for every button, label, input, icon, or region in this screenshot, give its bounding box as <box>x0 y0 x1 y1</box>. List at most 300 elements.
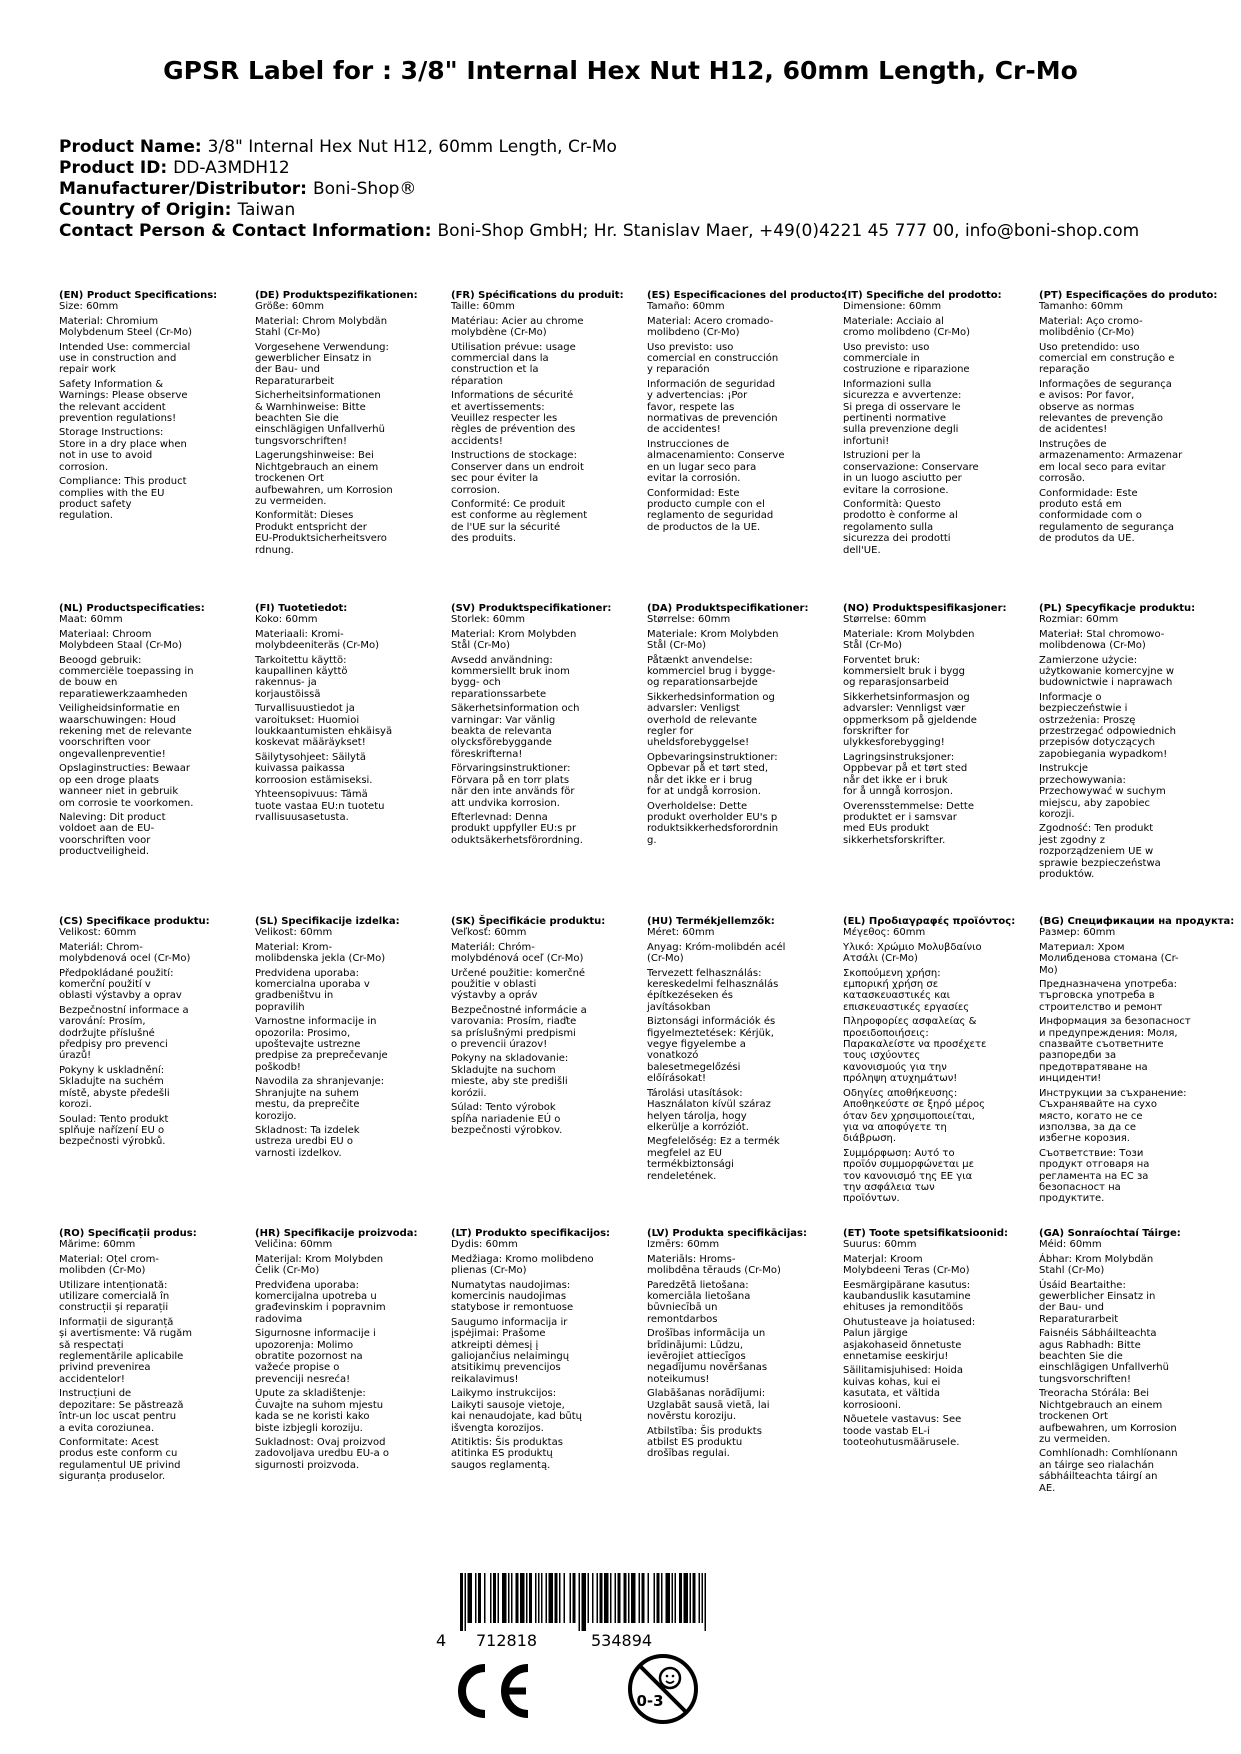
spec-text-line: Méid: 60mm <box>1039 1239 1102 1251</box>
spec-text-line: gewerblicher Einsatz in <box>255 353 372 365</box>
spec-entry <box>451 1437 623 1471</box>
spec-text-line: korrosiooni. <box>843 1399 902 1411</box>
spec-text-line: Suurus: 60mm <box>843 1239 917 1251</box>
spec-text-line: για να αποφύγετε τη <box>843 1121 947 1133</box>
spec-text-line: Si prega di osservare le <box>843 401 961 413</box>
spec-entry <box>647 379 819 436</box>
language-spec-heading: (FI) Tuotetiedot: <box>255 603 348 614</box>
spec-text-line: komercialna uporaba v <box>255 979 370 991</box>
spec-text-line: de acidentes! <box>1039 424 1108 436</box>
spec-text-line: wanneer niet in gebruik <box>59 786 179 798</box>
spec-text-line: atsitikimų prevencijos <box>451 1362 561 1374</box>
spec-text-line: Sikkerhetsinformasjon og <box>843 691 970 703</box>
spec-text-line: Material: Oțel crom- <box>59 1253 159 1265</box>
spec-text-line: Συμμόρφωση: Αυτό το <box>843 1147 955 1159</box>
spec-text-line: ulykkesforebygging! <box>843 737 945 749</box>
spec-text-line: προϊόν συμμορφώνεται με <box>843 1159 974 1171</box>
spec-text-line: roduktsikkerhedsforordnin <box>647 823 779 835</box>
spec-text-line: rekening met de relevante <box>59 726 192 738</box>
spec-text-line: rozporządzeniem UE w <box>1039 846 1154 858</box>
spec-text-line: einschlägigen Unfallverhü <box>1039 1362 1169 1374</box>
spec-text-line: armazenamento: Armazenar <box>1039 450 1183 462</box>
spec-text-line: en un lugar seco para <box>647 461 757 473</box>
spec-text-line: oduktsäkerhetsförordning. <box>451 834 583 846</box>
spec-text-line: Bezpečnostné informácie a <box>451 1004 587 1016</box>
spec-text-line: reparatiewerkzaamheden <box>59 688 188 700</box>
spec-entry <box>843 1280 1015 1314</box>
spec-text-line: Zamierzone użycie: <box>1039 654 1138 666</box>
spec-text-line: atkreipti dėmesį į <box>451 1339 539 1351</box>
spec-text-line: og reparationsarbejde <box>647 677 758 689</box>
spec-text-line: oblasti výstavby a oprav <box>59 990 182 1002</box>
spec-text-line: Maat: 60mm <box>59 614 123 626</box>
barcode-bar <box>498 1573 500 1623</box>
spec-text-line: beakta de relevanta <box>451 726 552 738</box>
spec-text-line: спазвайте съответните <box>1039 1039 1164 1051</box>
spec-text-line: Biztonsági információk és <box>647 1016 776 1028</box>
spec-text-line: radovima <box>255 1313 303 1325</box>
spec-text-line: Vorgesehene Verwendung: <box>255 341 389 353</box>
spec-entry <box>255 1437 427 1471</box>
spec-entry <box>59 614 231 625</box>
spec-text-line: Čuvajte na suhom mjestu <box>255 1399 384 1411</box>
spec-text-line: Atitiktis: Šis produktas <box>451 1436 563 1448</box>
spec-text-line: novērstu koroziju. <box>647 1411 737 1423</box>
spec-entry <box>1039 823 1211 880</box>
spec-text-line: Uso pretendido: uso <box>1039 341 1140 353</box>
spec-entry <box>843 1239 1015 1250</box>
spec-text-line: forskrifter for <box>843 726 910 738</box>
spec-text-line: Pokyny k uskladnění: <box>59 1064 165 1076</box>
spec-text-line: Molybdeen Staal (Cr-Mo) <box>59 640 183 652</box>
spec-text-line: строителство и ремонт <box>1039 1001 1163 1013</box>
spec-entry <box>647 1016 819 1084</box>
spec-entry <box>59 763 231 809</box>
spec-entry <box>451 614 623 625</box>
spec-text-line: Sukladnost: Ovaj proizvod <box>255 1436 386 1448</box>
spec-entry <box>255 942 427 965</box>
spec-text-line: siguranța produselor. <box>59 1471 166 1483</box>
spec-text-line: règles de prévention des <box>451 424 576 436</box>
spec-text-line: Информация за безопасност <box>1039 1016 1191 1028</box>
spec-text-line: предотвратяване на <box>1039 1061 1148 1073</box>
spec-text-line: Инструкции за съхранение: <box>1039 1087 1187 1099</box>
spec-text-line: Tarkoitettu käyttö: <box>255 654 347 666</box>
spec-text-line: korozji. <box>1039 808 1075 820</box>
spec-text-line: commerciale in <box>843 353 920 365</box>
spec-text-line: Laikymo instrukcijos: <box>451 1388 557 1400</box>
spec-entry <box>647 1254 819 1277</box>
spec-text-line: Předpokládané použití: <box>59 967 174 979</box>
spec-text-line: τον κανονισμό της ΕΕ για <box>843 1170 973 1182</box>
spec-text-line: Instrucciones de <box>647 438 730 450</box>
spec-text-line: Utilisation prévue: usage <box>451 341 576 353</box>
spec-text-line: costruzione e riparazione <box>843 364 970 376</box>
spec-entry <box>59 342 231 376</box>
spec-text-line: Veuillez respecter les <box>451 413 558 425</box>
spec-text-line: kada se ne koristi kako <box>255 1411 370 1423</box>
language-spec-heading: (NO) Produktspesifikasjoner: <box>843 603 1007 614</box>
spec-text-line: construcții și reparații <box>59 1302 169 1314</box>
spec-text-line: przestrzegać odpowiednich <box>1039 726 1176 738</box>
barcode-bar <box>535 1573 537 1623</box>
spec-text-line: in un luogo asciutto per <box>843 473 962 485</box>
spec-text-line: Tamanho: 60mm <box>1039 301 1123 313</box>
spec-text-line: balesetmegelőzési <box>647 1061 741 1073</box>
spec-text-line: Medžiaga: Kromo molibdeno <box>451 1253 594 1265</box>
spec-entry <box>255 968 427 1014</box>
barcode-bar <box>661 1573 663 1623</box>
spec-text-line: tungsvorschriften! <box>255 435 348 447</box>
language-spec-heading: (CS) Specifikace produktu: <box>59 916 210 927</box>
spec-entry <box>451 1102 623 1136</box>
spec-text-line: uheldsforebyggelse! <box>647 737 750 749</box>
spec-text-line: să respectați <box>59 1339 124 1351</box>
spec-entry <box>647 614 819 625</box>
spec-text-line: og reparasjonsarbeid <box>843 677 949 689</box>
spec-text-line: zapobiegania wypadkom! <box>1039 748 1168 760</box>
spec-text-line: Οδηγίες αποθήκευσης: <box>843 1087 958 1099</box>
spec-text-line: når det ikke er i bruk <box>843 774 948 786</box>
spec-text-line: Efterlevnad: Denna <box>451 811 548 823</box>
spec-text-line: Laikyti sausoje vietoje, <box>451 1399 565 1411</box>
barcode-bar <box>628 1573 630 1623</box>
spec-entry <box>843 801 1015 847</box>
spec-text-line: Material: Chromium <box>59 315 159 327</box>
barcode-bar <box>502 1573 507 1623</box>
spec-text-line: Opbevar på et tørt sted, <box>647 763 769 775</box>
spec-text-line: Sicherheitsinformationen <box>255 390 381 402</box>
spec-text-line: mestu, da preprečite <box>255 1099 360 1111</box>
spec-text-line: Αποθηκεύστε σε ξηρό μέρος <box>843 1099 986 1111</box>
spec-text-line: an táirge seo rialachán <box>1039 1459 1154 1471</box>
spec-text-line: corrosão. <box>1039 473 1086 485</box>
spec-text-line: tuote vastaa EU:n tuotetu <box>255 800 385 812</box>
spec-text-line: Σκοπούμενη χρήση: <box>843 967 941 979</box>
spec-text-line: Uso previsto: uso <box>647 341 734 353</box>
spec-entry <box>451 1280 623 1314</box>
spec-text-line: Istruzioni per la <box>843 450 921 462</box>
spec-entry <box>843 499 1015 556</box>
spec-text-line: sigurnosti proizvoda. <box>255 1459 360 1471</box>
spec-text-line: Overholdelse: Dette <box>647 800 748 812</box>
language-spec-heading: (ET) Toote spetsifikatsioonid: <box>843 1228 1009 1239</box>
spec-text-line: trockenen Ort <box>255 473 324 485</box>
spec-entry <box>843 752 1015 798</box>
spec-entry <box>843 316 1015 339</box>
spec-entry <box>1039 379 1211 436</box>
barcode-bar <box>541 1573 543 1623</box>
spec-entry <box>843 655 1015 689</box>
spec-text-line: și avertismente: Vă rugăm <box>59 1328 193 1340</box>
spec-text-line: molibdenska jekla (Cr-Mo) <box>255 953 386 965</box>
spec-text-line: de productos de la UE. <box>647 521 761 533</box>
spec-text-line: o prevencii úrazov! <box>451 1039 548 1051</box>
spec-text-line: op een droge plaats <box>59 774 160 786</box>
spec-text-line: ennetamise eeskirju! <box>843 1351 949 1363</box>
spec-text-line: budownictwie i naprawach <box>1039 677 1173 689</box>
spec-text-line: mieste, aby ste predišli <box>451 1076 568 1088</box>
spec-text-line: komerciāla lietošana <box>647 1291 751 1303</box>
spec-text-line: Mărime: 60mm <box>59 1239 136 1251</box>
spec-text-line: bezpieczeństwie i <box>1039 703 1128 715</box>
spec-text-line: vonatkozó <box>647 1050 699 1062</box>
language-spec-heading: (LT) Produkto specifikacijos: <box>451 1228 611 1239</box>
spec-entry <box>843 927 1015 938</box>
spec-text-line: Dydis: 60mm <box>451 1239 518 1251</box>
barcode-bar <box>465 1573 467 1631</box>
spec-text-line: Treoracha Stórála: Bei <box>1039 1388 1150 1400</box>
language-spec-column <box>451 290 623 548</box>
spec-entry <box>59 1437 231 1483</box>
spec-text-line: molibdênio (Cr-Mo) <box>1039 327 1135 339</box>
language-spec-column <box>843 290 1015 559</box>
spec-text-line: miejscu, aby zapobiec <box>1039 797 1151 809</box>
spec-text-line: molibdenowa (Cr-Mo) <box>1039 640 1146 652</box>
spec-text-line: Yhteensopivuus: Tämä <box>255 789 368 801</box>
spec-text-line: Méret: 60mm <box>647 927 715 939</box>
spec-text-line: Lagerungshinweise: Bei <box>255 450 374 462</box>
spec-text-line: advarsler: Venligst <box>647 703 740 715</box>
spec-text-line: produto está em <box>1039 498 1122 510</box>
spec-text-line: Čelik (Cr-Mo) <box>255 1265 320 1277</box>
spec-entry <box>647 1136 819 1182</box>
spec-text-line: brīdinājumi: Lūdzu, <box>647 1339 744 1351</box>
spec-text-line: и предупреждения: Моля, <box>1039 1027 1178 1039</box>
spec-text-line: Opslaginstructies: Bewaar <box>59 763 191 775</box>
spec-text-line: място, когато не се <box>1039 1110 1143 1122</box>
spec-entry <box>647 629 819 652</box>
language-spec-column <box>59 290 231 525</box>
spec-entry <box>255 1239 427 1250</box>
spec-text-line: Drošības informācija un <box>647 1328 766 1340</box>
spec-entry <box>1039 763 1211 820</box>
spec-text-line: Megfelelőség: Ez a termék <box>647 1136 780 1148</box>
spec-text-line: Storage Instructions: <box>59 427 164 439</box>
spec-entry <box>451 450 623 496</box>
barcode-bar <box>511 1573 513 1623</box>
language-spec-column <box>1039 1228 1211 1497</box>
spec-text-line: pertinenti normative <box>843 413 947 425</box>
spec-text-line: προϊόντων. <box>843 1193 900 1205</box>
spec-text-line: de l'UE sur la sécurité <box>451 521 561 533</box>
spec-entry <box>255 450 427 507</box>
spec-entry <box>647 301 819 312</box>
barcode-group-2: 534894 <box>591 1631 653 1650</box>
spec-text-line: Mo) <box>1039 964 1058 976</box>
spec-text-line: Molybdeeni Teras (Cr-Mo) <box>843 1265 970 1277</box>
spec-text-line: Navodila za shranjevanje: <box>255 1076 385 1088</box>
spec-text-line: de produtos da UE. <box>1039 533 1135 545</box>
spec-entry <box>255 301 427 312</box>
spec-text-line: noteikumus! <box>647 1373 710 1385</box>
spec-entry <box>59 1254 231 1277</box>
spec-text-line: korroosion estämiseksi. <box>255 774 373 786</box>
spec-entry <box>255 316 427 339</box>
language-spec-heading: (FR) Spécifications du produit: <box>451 290 624 301</box>
spec-text-line: Storlek: 60mm <box>451 614 525 626</box>
spec-text-line: Material: Acero cromado- <box>647 315 774 327</box>
language-spec-column <box>843 603 1015 849</box>
spec-entry <box>843 629 1015 652</box>
spec-text-line: Soulad: Tento produkt <box>59 1113 169 1125</box>
spec-text-line: Materiál: Chróm- <box>451 941 535 953</box>
page-title: GPSR Label for : 3/8" Internal Hex Nut H12, 60mm Length, Cr-Mo <box>163 56 1078 85</box>
spec-text-line: use in construction and <box>59 353 177 365</box>
spec-text-line: Turvallisuustiedot ja <box>255 703 355 715</box>
spec-entry <box>1039 439 1211 485</box>
spec-text-line: y advertencias: ¡Por <box>647 390 748 402</box>
spec-text-line: Compliance: This product <box>59 476 187 488</box>
barcode-bar <box>597 1573 599 1623</box>
spec-text-line: Materiale: Acciaio al <box>843 315 944 327</box>
spec-text-line: într-un loc uscat pentru <box>59 1411 177 1423</box>
spec-text-line: Használaton kívül száraz <box>647 1099 771 1111</box>
spec-text-line: molybdénová oceľ (Cr-Mo) <box>451 953 584 965</box>
spec-text-line: Predvidena uporaba: <box>255 967 359 979</box>
spec-text-line: waarschuwingen: Houd <box>59 714 176 726</box>
spec-text-line: Materiāls: Hroms- <box>647 1253 736 1265</box>
spec-text-line: Størrelse: 60mm <box>647 614 731 626</box>
spec-text-line: Informações de segurança <box>1039 378 1172 390</box>
barcode-bar <box>699 1573 701 1623</box>
language-spec-column <box>647 603 819 849</box>
spec-text-line: predpise za preprečevanje <box>255 1050 388 1062</box>
language-spec-heading: (BG) Спецификации на продукта: <box>1039 916 1235 927</box>
spec-entry <box>451 655 623 701</box>
barcode-lead-digit: 4 <box>436 1631 447 1650</box>
spec-text-line: koskevat määräykset! <box>255 737 366 749</box>
spec-text-line: Materijal: Krom Molybden <box>255 1253 384 1265</box>
spec-entry <box>647 968 819 1014</box>
spec-entry <box>1039 1328 1211 1385</box>
spec-text-line: med EUs produkt <box>843 823 930 835</box>
spec-entry <box>1039 1016 1211 1084</box>
spec-text-line: beachten Sie die <box>255 413 339 425</box>
spec-text-line: normativas de prevención <box>647 413 778 425</box>
spec-entry <box>1039 629 1211 652</box>
spec-text-line: Upute za skladištenje: <box>255 1388 366 1400</box>
spec-text-line: dell'UE. <box>843 544 881 556</box>
spec-text-line: Faisnéis Sábháilteachta <box>1039 1328 1157 1340</box>
spec-text-line: vegye figyelembe a <box>647 1039 746 1051</box>
spec-text-line: κατασκευαστικές και <box>843 990 951 1002</box>
spec-text-line: tooteohutusmäärusele. <box>843 1436 960 1448</box>
spec-entry <box>1039 1239 1211 1250</box>
spec-text-line: τους ισχύοντες <box>843 1050 921 1062</box>
spec-text-line: użytkowanie komercyjne w <box>1039 666 1175 678</box>
spec-text-line: Palun järgige <box>843 1328 908 1340</box>
spec-entry <box>59 1280 231 1314</box>
spec-text-line: splňuje nařízení EU o <box>59 1124 165 1136</box>
spec-text-line: commercial dans la <box>451 353 549 365</box>
spec-text-line: επισκευαστικές εργασίες <box>843 1001 970 1013</box>
spec-text-line: Molybdenum Steel (Cr-Mo) <box>59 327 193 339</box>
spec-entry <box>451 499 623 545</box>
spec-text-line: Taille: 60mm <box>451 301 515 313</box>
barcode-group-1: 712818 <box>476 1631 538 1650</box>
spec-entry <box>255 1076 427 1122</box>
info-product-name: Product Name: 3/8" Internal Hex Nut H12, 60mm Length, Cr-Mo <box>59 137 617 157</box>
spec-text-line: Safety Information & <box>59 378 164 390</box>
spec-entry <box>451 1317 623 1385</box>
barcode-bar <box>592 1573 594 1623</box>
spec-text-line: overhold de relevante <box>647 714 757 726</box>
spec-text-line: Πληροφορίες ασφαλείας & <box>843 1016 977 1028</box>
spec-text-line: ustreza uredbi EU o <box>255 1136 354 1148</box>
spec-text-line: e avisos: Por favor, <box>1039 390 1135 402</box>
barcode-bar <box>475 1573 477 1623</box>
spec-text-line: Materiale: Krom Molybden <box>843 628 975 640</box>
language-spec-column <box>647 290 846 536</box>
spec-text-line: agus Rabhadh: Bitte <box>1039 1339 1141 1351</box>
spec-text-line: AE. <box>1039 1482 1056 1494</box>
spec-entry <box>451 1005 623 1051</box>
info-product-id: Product ID: DD-A3MDH12 <box>59 158 290 178</box>
spec-entry <box>1039 1448 1211 1494</box>
language-spec-column <box>255 1228 427 1474</box>
barcode-bar <box>666 1573 671 1623</box>
spec-text-line: repair work <box>59 364 116 376</box>
barcode-bar <box>705 1573 707 1631</box>
spec-text-line: est conforme au règlement <box>451 510 588 522</box>
spec-text-line: Información de seguridad <box>647 378 776 390</box>
spec-text-line: Oppbevar på et tørt sted <box>843 763 968 775</box>
spec-text-line: prodotto è conforme al <box>843 510 958 522</box>
spec-text-line: produktów. <box>1039 868 1095 880</box>
barcode-bar <box>582 1573 587 1631</box>
spec-text-line: varovania: Prosím, riaďte <box>451 1016 577 1028</box>
spec-text-line: reparationssarbete <box>451 688 547 700</box>
spec-text-line: προειδοποιήσεις: <box>843 1027 929 1039</box>
spec-text-line: megfelel az EU <box>647 1147 722 1159</box>
spec-text-line: varoitukset: Huomioi <box>255 714 360 726</box>
language-spec-heading: (HU) Termékjellemzők: <box>647 916 775 927</box>
spec-text-line: produkt overholder EU's p <box>647 811 778 823</box>
spec-text-line: Material: Aço cromo- <box>1039 315 1143 327</box>
spec-entry <box>843 1414 1015 1448</box>
spec-text-line: accidentelor! <box>59 1373 125 1385</box>
spec-text-line: Молибденова стомана (Cr- <box>1039 953 1179 965</box>
spec-text-line: varnosti izdelkov. <box>255 1147 342 1159</box>
barcode-bar <box>538 1573 540 1623</box>
spec-entry <box>843 450 1015 496</box>
spec-text-line: product safety <box>59 498 132 510</box>
barcode-bar <box>693 1573 696 1623</box>
spec-entry <box>59 942 231 965</box>
spec-entry <box>1039 942 1211 976</box>
barcode-bars <box>460 1573 710 1631</box>
spec-text-line: Størrelse: 60mm <box>843 614 927 626</box>
spec-entry <box>59 1317 231 1385</box>
barcode-bar <box>657 1573 660 1623</box>
spec-text-line: předpisy pro prevenci <box>59 1039 168 1051</box>
spec-text-line: Ατσάλι (Cr-Mo) <box>843 953 918 965</box>
spec-text-line: Förvara på en torr plats <box>451 774 570 786</box>
spec-text-line: Παρακαλείστε να προσέχετε <box>843 1039 987 1051</box>
spec-entry <box>255 1388 427 1434</box>
spec-text-line: όταν δεν χρησιμοποιείται, <box>843 1110 975 1122</box>
spec-text-line: Comhlíonadh: Comhlíonann <box>1039 1448 1178 1460</box>
spec-text-line: Materiaal: Chroom <box>59 628 152 640</box>
spec-text-line: Bezpečnostní informace a <box>59 1004 189 1016</box>
spec-text-line: Informacje o <box>1039 691 1102 703</box>
spec-entry <box>451 629 623 652</box>
spec-text-line: Tamaño: 60mm <box>647 301 725 313</box>
language-spec-heading: (IT) Specifiche del prodotto: <box>843 290 1002 301</box>
spec-entry <box>59 301 231 312</box>
barcode-bar <box>579 1573 581 1631</box>
